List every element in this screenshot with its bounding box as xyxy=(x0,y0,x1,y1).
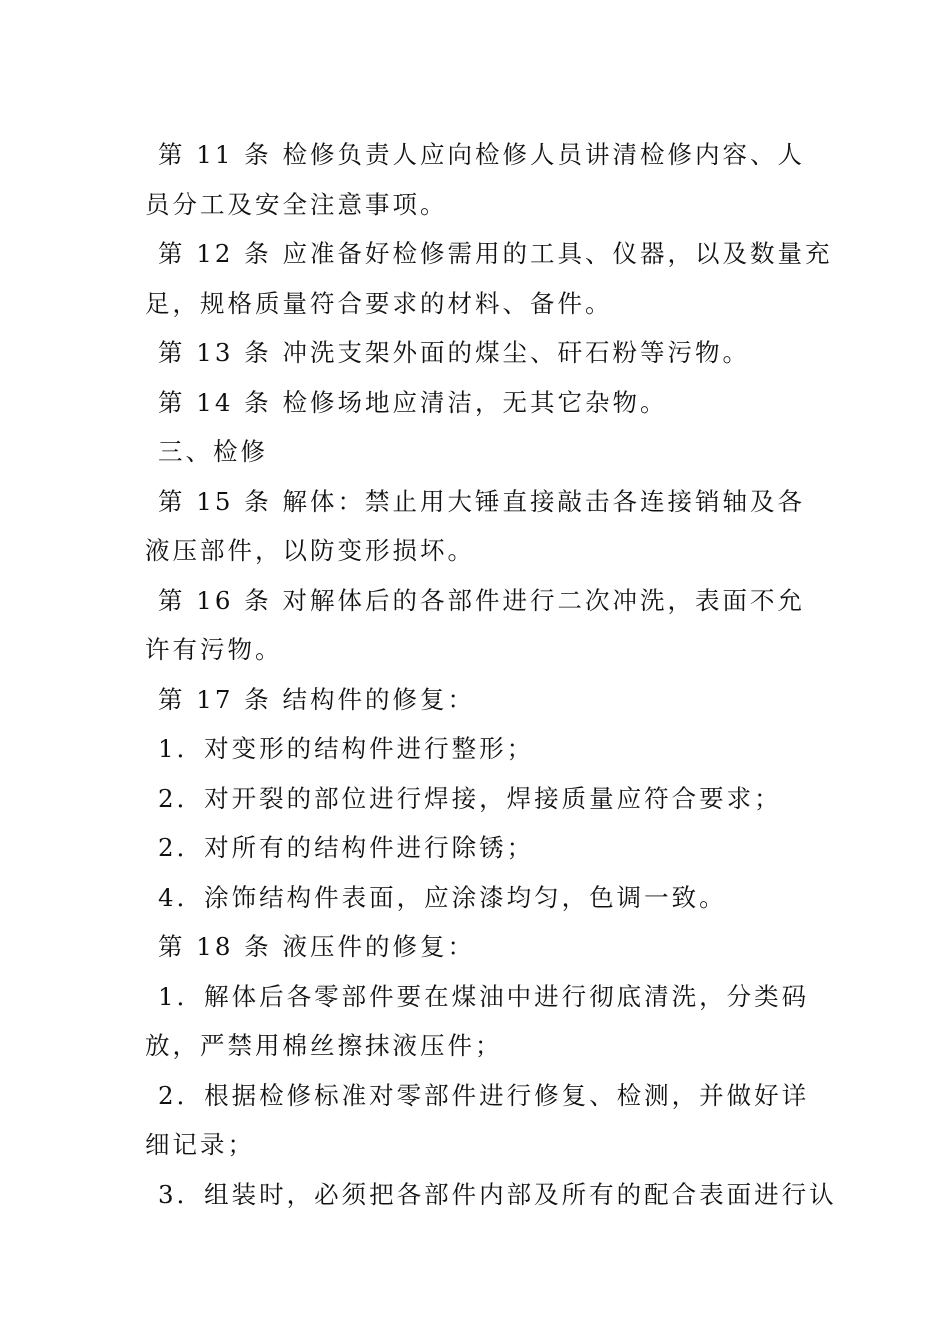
article-17-item-1: 1．对变形的结构件进行整形； xyxy=(158,734,535,763)
article-16: 第 16 条 对解体后的各部件进行二次冲洗，表面不允许有污物。 xyxy=(145,585,806,664)
article-13: 第 13 条 冲洗支架外面的煤尘、矸石粉等污物。 xyxy=(158,338,751,367)
article-14: 第 14 条 检修场地应清洁，无其它杂物。 xyxy=(158,387,668,417)
article-12-line-1: 第 12 条 应准备好检修需用的工具、仪器，以及数量充 xyxy=(158,239,833,268)
article-17: 第 17 条 结构件的修复： xyxy=(158,684,476,714)
article-18: 第 18 条 液压件的修复： xyxy=(158,932,476,961)
article-18-item-1: 1．解体后各零部件要在煤油中进行彻底清洗，分类码放，严禁用棉丝擦抹液压件； xyxy=(145,981,810,1060)
article-11: 第 11 条 检修负责人应向检修人员讲清检修内容、人员分工及安全注意事项。 xyxy=(145,140,806,219)
article-18-item-3: 3．组装时，必须把各部件内部及所有的配合表面进行认 xyxy=(158,1179,837,1209)
article-17-item-3: 2．对所有的结构件进行除锈； xyxy=(158,833,535,862)
article-15: 第 15 条 解体：禁止用大锤直接敲击各连接销轴及各液压部件，以防变形损坏。 xyxy=(145,486,806,565)
article-17-item-2: 2．对开裂的部位进行焊接，焊接质量应符合要求； xyxy=(158,783,782,813)
article-12-line-2: 足，规格质量符合要求的材料、备件。 xyxy=(145,288,613,318)
document-body xyxy=(145,130,837,1219)
article-18-item-2: 2．根据检修标准对零部件进行修复、检测，并做好详细记录； xyxy=(145,1080,810,1159)
section-heading-maintenance: 三、检修 xyxy=(158,437,268,466)
article-17-item-4: 4．涂饰结构件表面，应涂漆均匀，色调一致。 xyxy=(158,882,727,912)
